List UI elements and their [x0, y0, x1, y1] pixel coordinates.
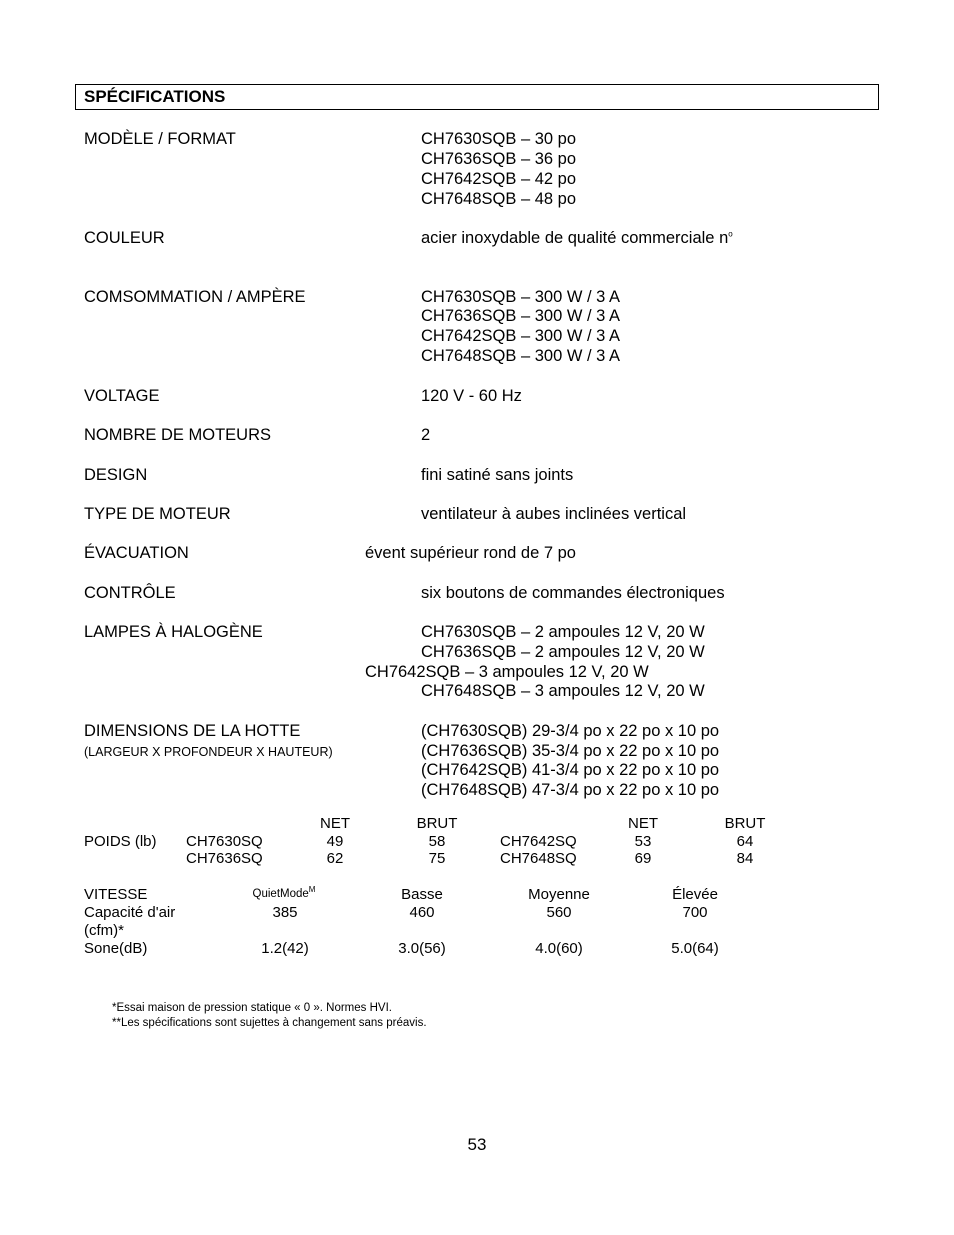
color-value: acier inoxydable de qualité commerciale $n^o$: [421, 229, 733, 247]
motors-value: 2: [421, 426, 431, 444]
motors-label: NOMBRE DE MOTEURS: [84, 426, 272, 444]
exhaust-value: évent supérieur rond de 7 po: [365, 544, 576, 562]
dimensions-value: (CH7648SQB) 47-3/4 po x 22 po x 10 po: [421, 781, 720, 799]
weight-net: 62: [326, 850, 344, 867]
model-label: MODÈLE / FORMAT: [84, 130, 236, 148]
airflow-label-unit: (cfm)*: [84, 922, 124, 939]
consumption-value: CH7630SQB – 300 W / 3 A: [421, 288, 621, 306]
sone-value: 1.2(42): [261, 940, 309, 957]
speed-label: VITESSE: [84, 886, 148, 903]
design-label: DESIGN: [84, 466, 148, 484]
motor-type-value: ventilateur à aubes inclinées vertical: [421, 505, 687, 523]
sone-label: Sone(dB): [84, 940, 148, 957]
sone-value: 5.0(64): [671, 940, 719, 957]
speed-quietmode: QuietMode$^M$: [252, 885, 316, 900]
voltage-value: 120 V - 60 Hz: [421, 387, 522, 405]
weight-net-header: NET: [320, 815, 350, 832]
dimensions-value: (CH7630SQB) 29-3/4 po x 22 po x 10 po: [421, 722, 720, 740]
motor-type-label: TYPE DE MOTEUR: [84, 505, 231, 523]
voltage-label: VOLTAGE: [84, 387, 160, 405]
model-value: CH7642SQB – 42 po: [421, 170, 577, 188]
design-value: fini satiné sans joints: [421, 466, 574, 484]
airflow-label: Capacité d'air: [84, 904, 176, 921]
lamps-value: CH7636SQB – 2 ampoules 12 V, 20 W: [421, 643, 705, 661]
color-label: COULEUR: [84, 229, 165, 247]
weight-label: POIDS (lb): [84, 833, 157, 850]
weight-gross: 75: [428, 850, 446, 867]
airflow-value: 700: [682, 904, 708, 921]
airflow-value: 460: [409, 904, 435, 921]
speed-level: Basse: [401, 886, 443, 903]
weight-gross-header: BRUT: [724, 815, 766, 832]
sone-value: 4.0(60): [535, 940, 583, 957]
dimensions-value: (CH7642SQB) 41-3/4 po x 22 po x 10 po: [421, 761, 720, 779]
speed-level: Moyenne: [528, 886, 590, 903]
weight-gross: 84: [736, 850, 754, 867]
footnote: **Les spécifications sont sujettes à changement sans préavis.: [112, 1017, 427, 1029]
airflow-value: 385: [272, 904, 298, 921]
consumption-value: CH7636SQB – 300 W / 3 A: [421, 307, 621, 325]
lamps-value: CH7648SQB – 3 ampoules 12 V, 20 W: [421, 682, 705, 700]
dimensions-sublabel: (LARGEUR X PROFONDEUR X HAUTEUR): [84, 745, 333, 759]
lamps-label: LAMPES À HALOGÈNE: [84, 623, 263, 641]
weight-gross-header: BRUT: [416, 815, 458, 832]
consumption-value: CH7648SQB – 300 W / 3 A: [421, 347, 621, 365]
consumption-value: CH7642SQB – 300 W / 3 A: [421, 327, 621, 345]
control-value: six boutons de commandes électroniques: [421, 584, 725, 602]
consumption-label: COMSOMMATION / AMPÈRE: [84, 288, 306, 306]
weight-gross: 64: [736, 833, 754, 850]
weight-net: 49: [326, 833, 344, 850]
dimensions-label: DIMENSIONS DE LA HOTTE: [84, 722, 301, 740]
speed-level: Élevée: [672, 886, 718, 903]
airflow-value: 560: [546, 904, 572, 921]
sone-value: 3.0(56): [398, 940, 446, 957]
weight-model: CH7648SQ: [500, 850, 577, 867]
lamps-value: CH7642SQB – 3 ampoules 12 V, 20 W: [365, 663, 649, 681]
weight-net: 53: [634, 833, 652, 850]
model-value: CH7630SQB – 30 po: [421, 130, 577, 148]
weight-model: CH7636SQ: [186, 850, 263, 867]
lamps-value: CH7630SQB – 2 ampoules 12 V, 20 W: [421, 623, 705, 641]
section-title: SPÉCIFICATIONS: [84, 87, 226, 106]
weight-net-header: NET: [628, 815, 658, 832]
weight-gross: 58: [428, 833, 446, 850]
model-value: CH7648SQB – 48 po: [421, 190, 577, 208]
weight-model: CH7630SQ: [186, 833, 263, 850]
control-label: CONTRÔLE: [84, 584, 176, 602]
footnote: *Essai maison de pression statique « 0 ». Normes HVI.: [112, 1002, 392, 1014]
weight-net: 69: [634, 850, 652, 867]
weight-model: CH7642SQ: [500, 833, 577, 850]
exhaust-label: ÉVACUATION: [84, 544, 189, 562]
model-value: CH7636SQB – 36 po: [421, 150, 577, 168]
section-header: [75, 84, 879, 110]
page-number: 53: [467, 1135, 487, 1154]
dimensions-value: (CH7636SQB) 35-3/4 po x 22 po x 10 po: [421, 742, 720, 760]
